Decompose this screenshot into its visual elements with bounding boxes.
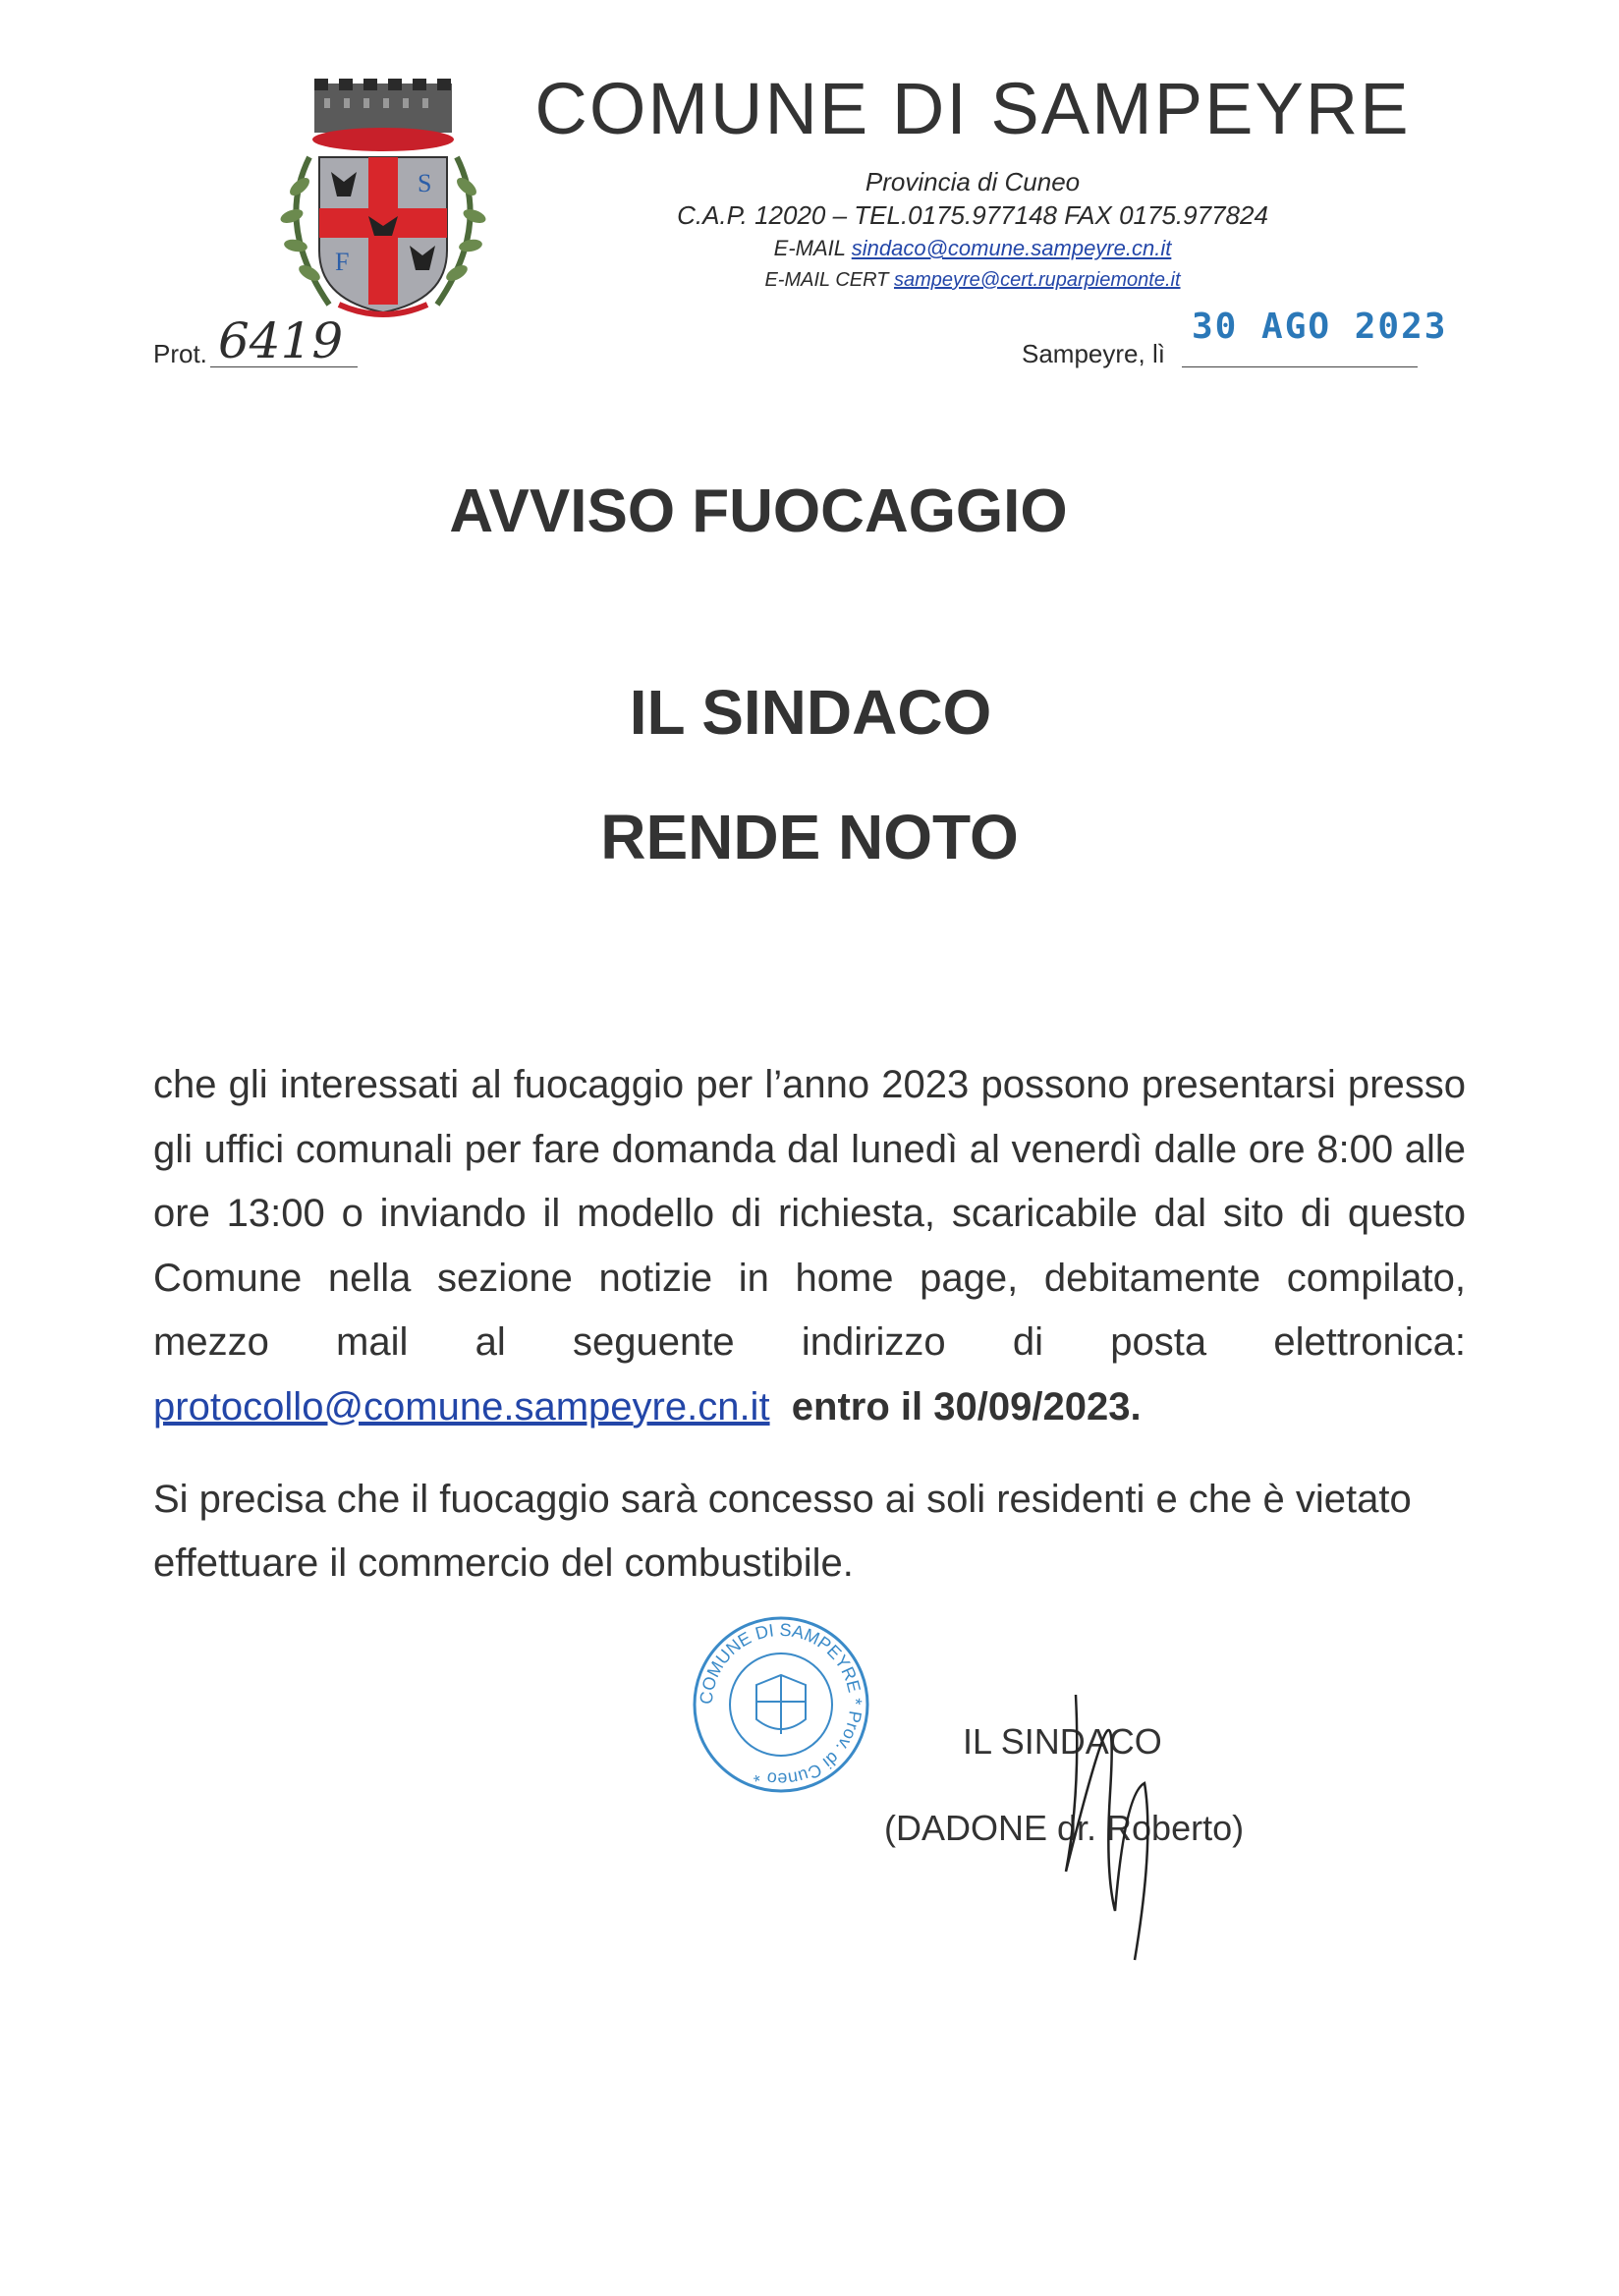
- pec-label: E-MAIL CERT: [764, 269, 889, 291]
- province-line: Provincia di Cuneo: [865, 167, 1081, 196]
- body-paragraph-1: [153, 1053, 1466, 1439]
- deadline-text: entro il 30/09/2023.: [791, 1384, 1142, 1428]
- svg-text:S: S: [418, 169, 432, 197]
- handwritten-signature: [1036, 1675, 1164, 1970]
- pec-link[interactable]: sampeyre@cert.ruparpiemonte.it: [893, 269, 1181, 291]
- notice-heading: AVVISO FUOCAGGIO: [449, 477, 1068, 545]
- protocol-label: Prot.: [153, 339, 207, 368]
- protocol-number: 6419: [218, 312, 344, 369]
- email-label: E-MAIL: [773, 236, 846, 260]
- svg-text:COMUNE DI SAMPEYRE * Prov. di: COMUNE DI SAMPEYRE * Prov. di Cuneo *: [696, 1619, 866, 1790]
- contacts-line: C.A.P. 12020 – TEL.0175.977148 FAX 0175.977824: [677, 200, 1268, 230]
- municipality-title: COMUNE DI SAMPEYRE: [534, 68, 1411, 149]
- verb-heading: RENDE NOTO: [600, 802, 1019, 872]
- coat-of-arms: [270, 79, 496, 324]
- pec-line: [629, 269, 1316, 292]
- signature-name: (DADONE dr. Roberto): [884, 1808, 1245, 1848]
- date-label: Sampeyre, lì: [1022, 339, 1165, 368]
- protocol-underline: [210, 365, 358, 367]
- signature-title: IL SINDACO: [963, 1721, 1162, 1762]
- subject-heading: IL SINDACO: [629, 677, 992, 748]
- protocol-email-link[interactable]: protocollo@comune.sampeyre.cn.it: [153, 1384, 770, 1428]
- email-link[interactable]: sindaco@comune.sampeyre.cn.it: [851, 236, 1172, 260]
- email-line: [629, 236, 1316, 261]
- body-paragraph-2: Si precisa che il fuocaggio sarà concesso ai soli residenti e che è vietato effettuare il commercio del combustibile.: [153, 1478, 1412, 1585]
- municipal-seal: [688, 1611, 874, 1798]
- date-stamp: 30 AGO 2023: [1192, 307, 1448, 347]
- svg-text:F: F: [335, 248, 350, 276]
- paragraph-1-text: che gli interessati al fuocaggio per l’anno 2023 possono presentarsi presso gli uffici comunali per fare domanda dal lunedì al venerdì dalle ore 8:00 alle ore 13:00 o inviando il modello di richiesta, scaricabile dal sito di questo Comune nella sezione notizie in home page, debitamente compilato, mezzo mail al seguente indirizzo di posta elettronica:: [153, 1063, 1466, 1364]
- date-underline: [1182, 365, 1418, 367]
